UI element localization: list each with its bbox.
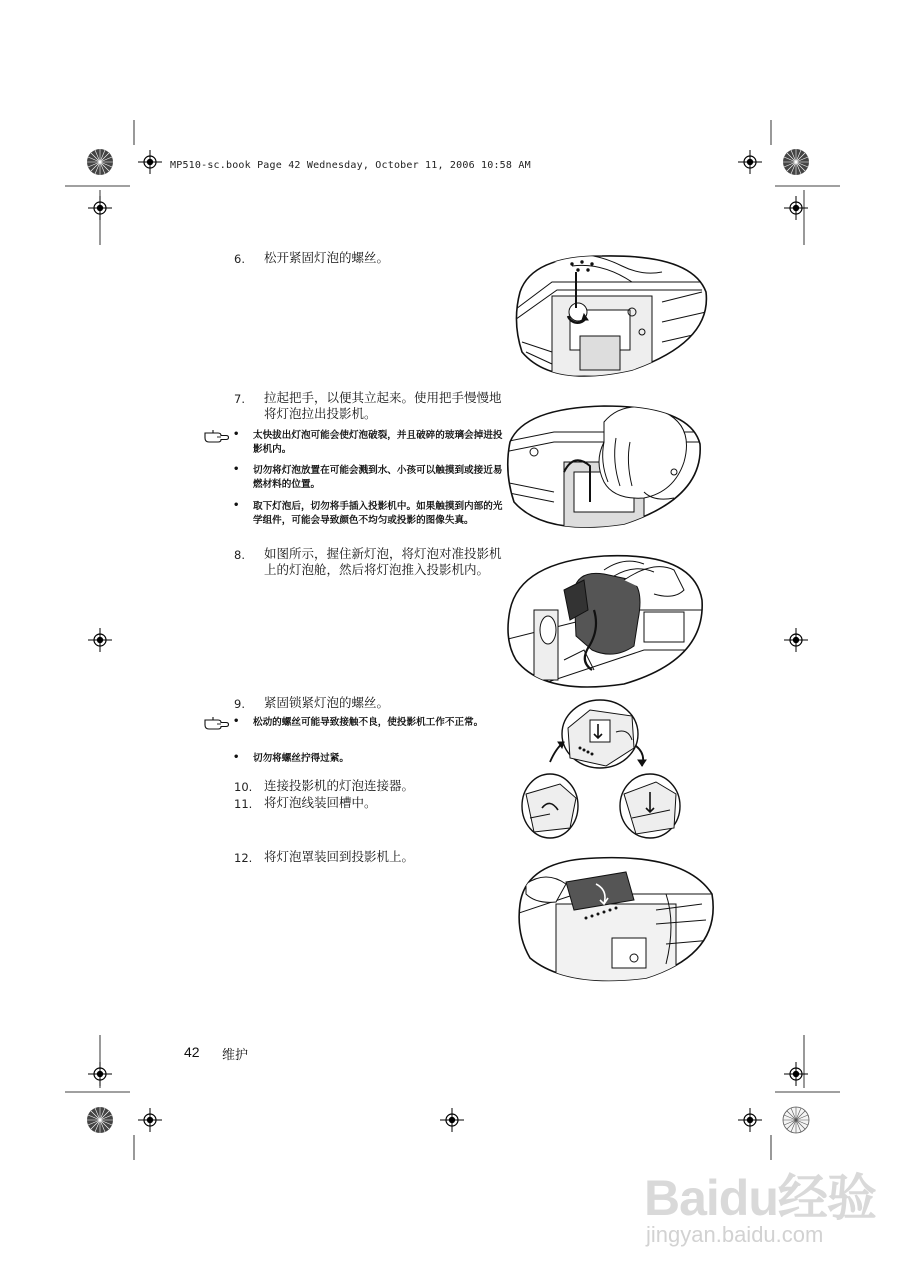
registration-mark-icon xyxy=(440,1108,464,1132)
note-text: 太快拔出灯泡可能会使灯泡破裂，并且破碎的玻璃会掉进投影机内。 xyxy=(253,430,503,455)
step-text: 拉起把手，以便其立起来。使用把手慢慢地将灯泡拉出投影机。 xyxy=(264,390,502,421)
registration-mark-icon xyxy=(138,150,162,174)
step-text: 如图所示，握住新灯泡，将灯泡对准投影机上的灯泡舱，然后将灯泡推入投影机内。 xyxy=(264,546,502,577)
step-text: 紧固锁紧灯泡的螺丝。 xyxy=(264,695,390,710)
starburst-target-icon xyxy=(782,1106,810,1134)
illustration-screw-connector xyxy=(520,698,720,844)
step-text: 将灯泡罩装回到投影机上。 xyxy=(264,849,415,864)
bullet: • xyxy=(233,716,240,727)
step-number: 12. xyxy=(234,851,253,865)
note-text: 切勿将螺丝拧得过紧。 xyxy=(253,753,349,764)
step-number: 10. xyxy=(234,780,253,794)
bullet: • xyxy=(233,464,240,475)
registration-mark-icon xyxy=(88,1062,112,1086)
step-number: 8. xyxy=(234,548,245,562)
illustration-unscrew-lamp xyxy=(512,252,712,384)
page-number: 42 xyxy=(184,1044,200,1060)
registration-mark-icon xyxy=(738,150,762,174)
print-header: MP510-sc.book Page 42 Wednesday, October 11, 2006 10:58 AM xyxy=(170,160,531,171)
registration-mark-icon xyxy=(738,1108,762,1132)
step-text: 将灯泡线装回槽中。 xyxy=(264,795,377,810)
registration-mark-icon xyxy=(88,196,112,220)
section-title: 维护 xyxy=(222,1048,249,1063)
watermark-logo: Baidu经验 xyxy=(644,1170,876,1226)
registration-mark-icon xyxy=(138,1108,162,1132)
note-hand-icon xyxy=(204,716,230,730)
bullet: • xyxy=(233,429,240,440)
starburst-target-icon xyxy=(86,1106,114,1134)
illustration-insert-lamp xyxy=(504,550,706,692)
note-text: 松动的螺丝可能导致接触不良，使投影机工作不正常。 xyxy=(253,717,484,728)
watermark-url: jingyan.baidu.com xyxy=(646,1222,824,1247)
note-text: 切勿将灯泡放置在可能会溅到水、小孩可以触摸到或接近易燃材料的位置。 xyxy=(253,465,503,490)
note-hand-icon xyxy=(204,429,230,443)
registration-mark-icon xyxy=(784,196,808,220)
starburst-target-icon xyxy=(782,148,810,176)
step-number: 7. xyxy=(234,392,245,406)
step-number: 11. xyxy=(234,797,253,811)
bullet: • xyxy=(233,500,240,511)
step-number: 6. xyxy=(234,252,245,266)
registration-mark-icon xyxy=(88,628,112,652)
step-number: 9. xyxy=(234,697,245,711)
bullet: • xyxy=(233,752,240,763)
illustration-pull-lamp xyxy=(504,402,704,534)
step-text: 松开紧固灯泡的螺丝。 xyxy=(264,250,390,265)
step-text: 连接投影机的灯泡连接器。 xyxy=(264,778,415,793)
note-text: 取下灯泡后，切勿将手插入投影机中。如果触摸到内部的光学组件，可能会导致颜色不均匀或投影的图像失真。 xyxy=(253,501,503,526)
illustration-replace-cover xyxy=(516,854,720,984)
starburst-target-icon xyxy=(86,148,114,176)
registration-mark-icon xyxy=(784,628,808,652)
registration-mark-icon xyxy=(784,1062,808,1086)
